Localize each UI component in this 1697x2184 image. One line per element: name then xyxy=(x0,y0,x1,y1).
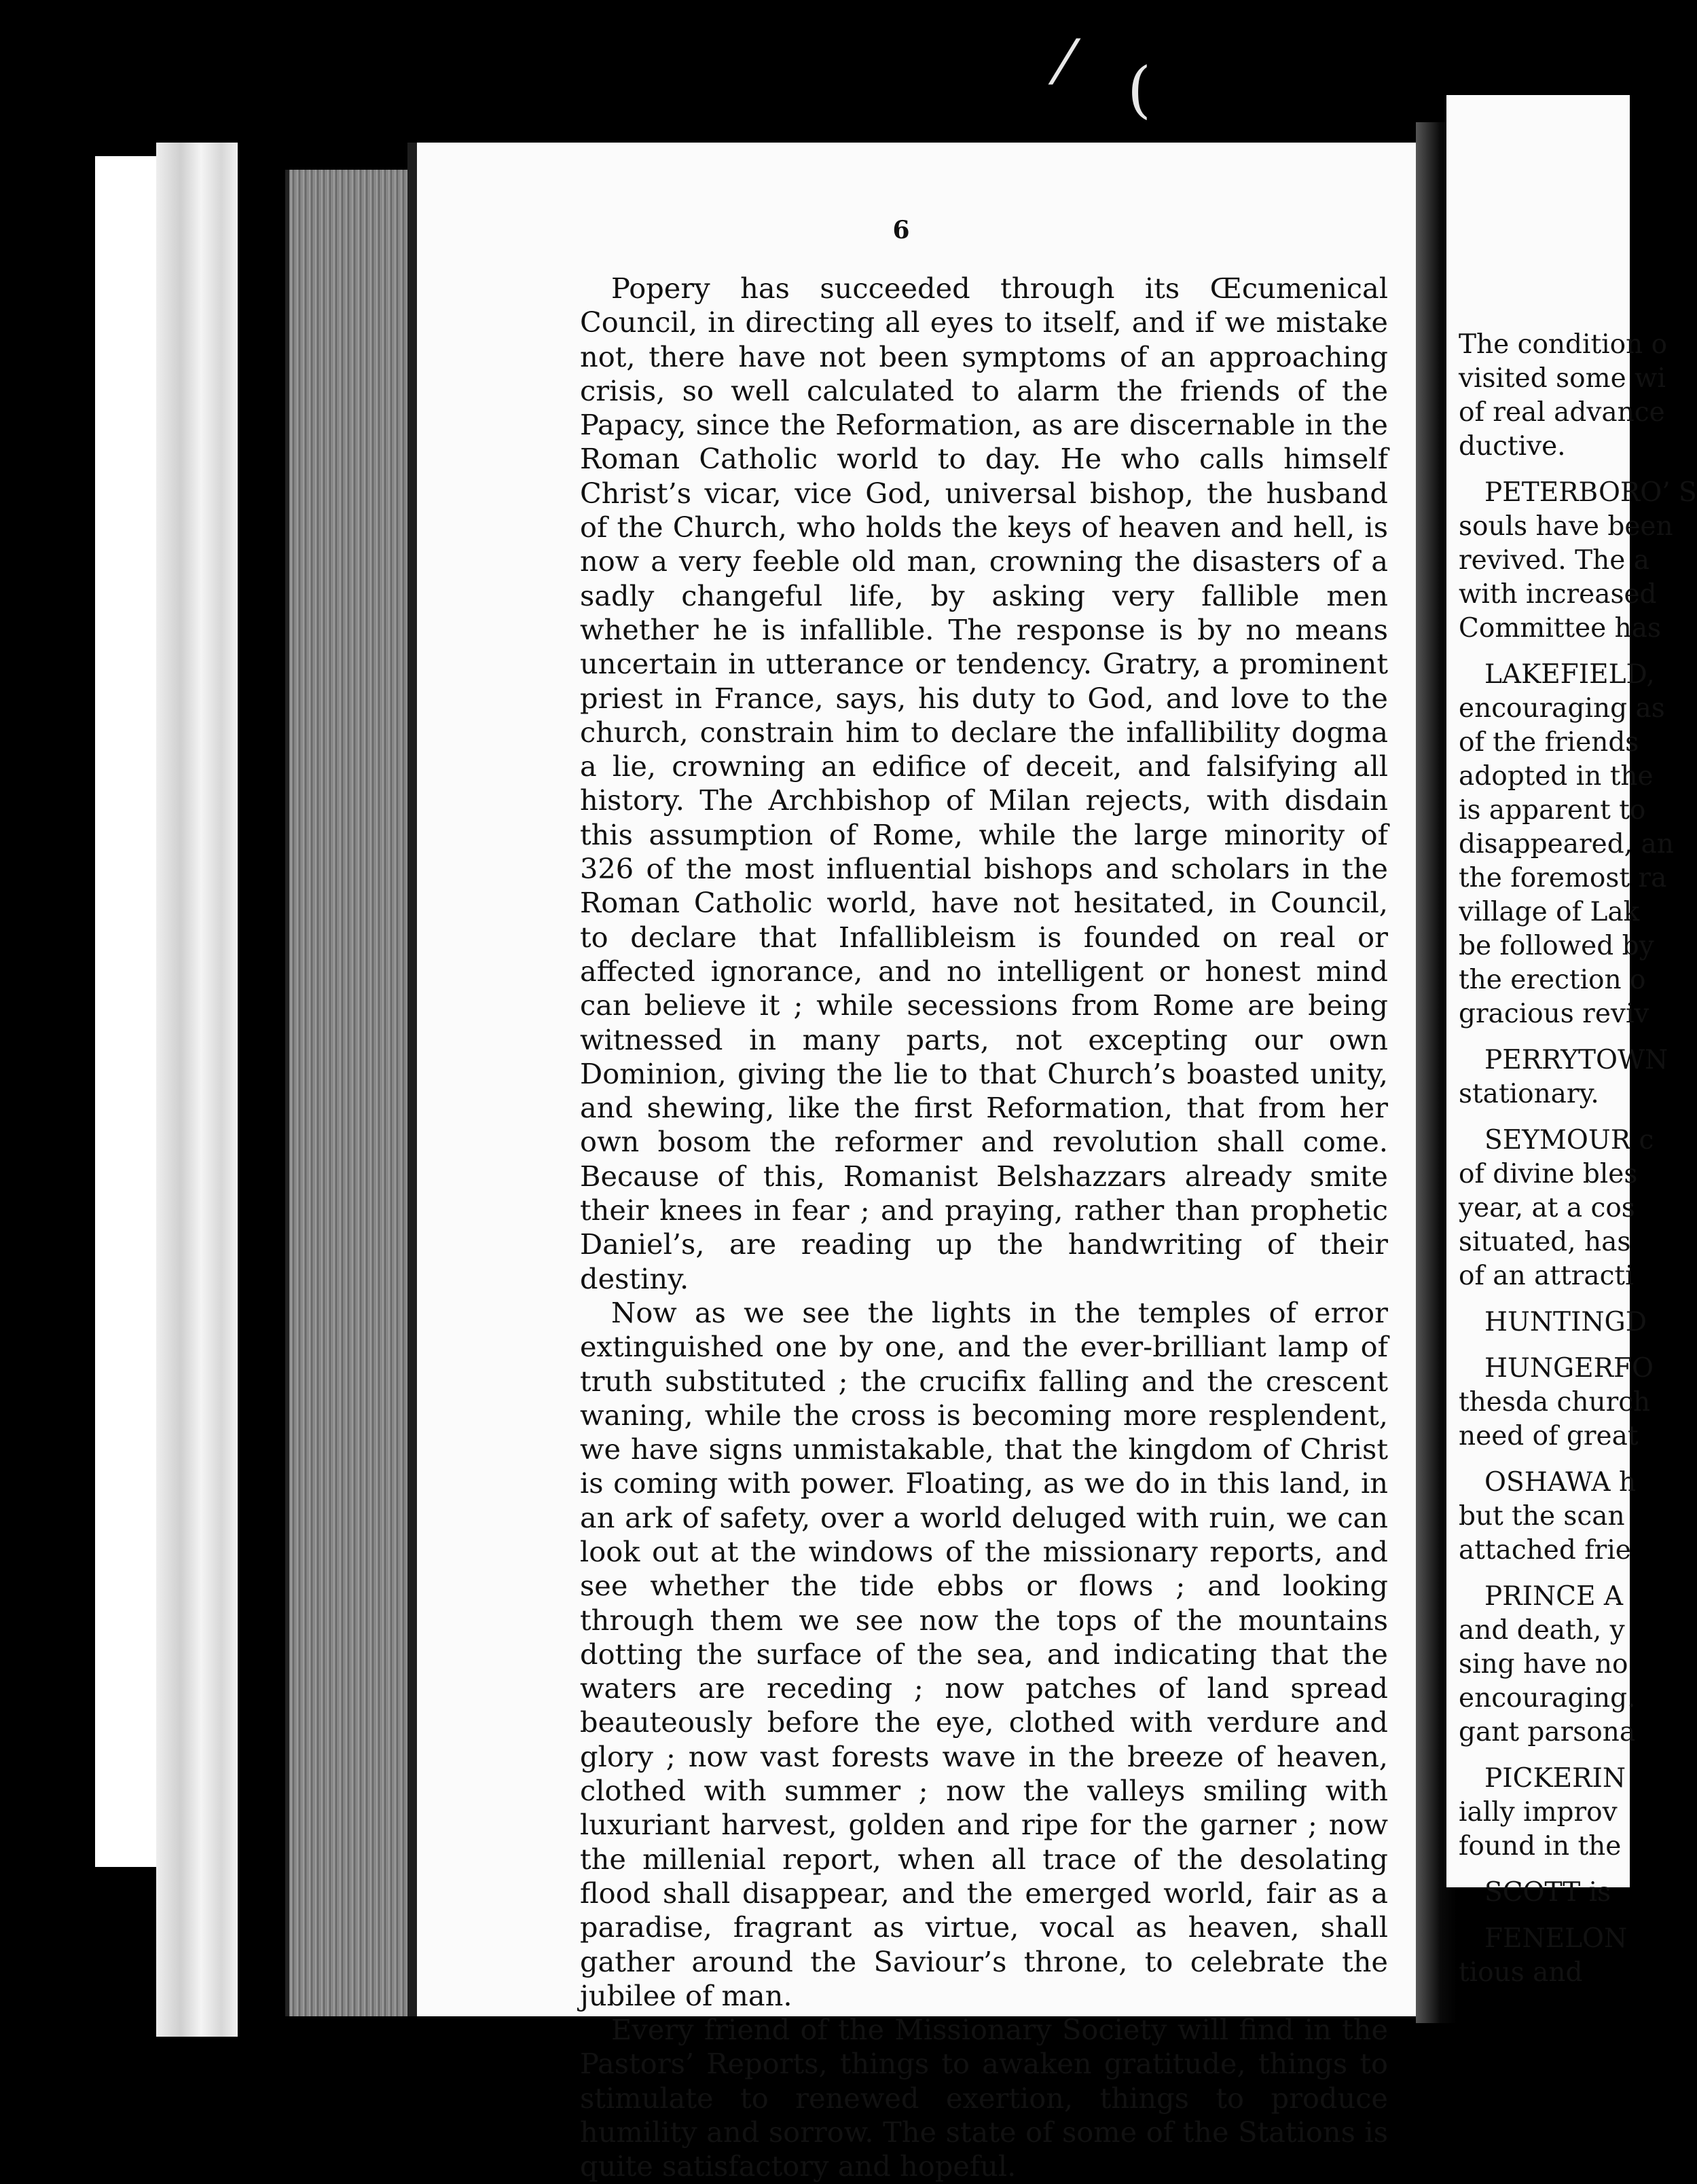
facing-gap xyxy=(1459,1031,1697,1043)
facing-gap xyxy=(1459,1454,1697,1466)
facing-gap xyxy=(1459,464,1697,476)
facing-page-text xyxy=(1459,328,1697,1990)
scan-mark: ( xyxy=(1127,54,1152,126)
facing-gap xyxy=(1459,1910,1697,1922)
facing-line: sing have no xyxy=(1459,1649,1628,1680)
facing-line: encouraging as xyxy=(1459,693,1665,724)
facing-line: gracious reviv xyxy=(1459,999,1649,1029)
paragraph-missionary: Every friend of the Missionary Society will find in the Pastors’ Reports, things to awaken gratitude, things to stimulate to renewed exertion, things to produce humility and sorrow. The state of some of the Stations is quite satisfactory and hopeful. xyxy=(580,2013,1388,2183)
facing-line: encouraging. xyxy=(1459,1683,1636,1714)
facing-line: souls have been xyxy=(1459,511,1673,542)
facing-gap xyxy=(1459,1339,1697,1352)
facing-line: the erection o xyxy=(1459,965,1646,995)
facing-gap xyxy=(1459,1568,1697,1580)
facing-line: is apparent to xyxy=(1459,795,1646,826)
facing-gap xyxy=(1459,1293,1697,1306)
book-cover-edge xyxy=(156,143,238,2037)
page-number: 6 xyxy=(892,216,910,244)
facing-line: PERRYTOWN xyxy=(1484,1045,1668,1075)
facing-line: PETERBORO’ S xyxy=(1484,477,1697,508)
facing-gap xyxy=(1459,1750,1697,1762)
facing-line: SEYMOUR c xyxy=(1484,1125,1654,1155)
facing-line: FENELON xyxy=(1484,1923,1628,1954)
facing-line: LAKEFIELD, xyxy=(1484,659,1655,690)
facing-line: need of great xyxy=(1459,1421,1639,1451)
facing-line: HUNGERFO xyxy=(1484,1353,1654,1384)
facing-line: OSHAWA h xyxy=(1484,1467,1637,1498)
facing-line: tious and xyxy=(1459,1957,1583,1988)
facing-gap xyxy=(1459,646,1697,658)
facing-line: of an attracti xyxy=(1459,1261,1634,1291)
facing-line: village of Lak xyxy=(1459,897,1640,927)
scan-mark: ⁄ xyxy=(1059,27,1070,98)
paragraph-popery: Popery has succeeded through its Œcumenical Council, in directing all eyes to itself, and if we mistake not, there have not been symptoms of an approaching crisis, so well calculated to alarm the friends of the Papacy, since the Reformation, as are discernable in the Roman Catholic world to day. He who calls himself Christ’s vicar, vice God, universal bishop, the husband of the Church, who holds the keys of heaven and hell, is now a very feeble old man, crowning the disasters of a sadly changeful life, by asking very fallible men whether he is infallible. The response is by no means uncertain in utterance or tendency. Gratry, a prominent priest in France, says, his duty to God, and love to the church, constrain him to declare the infallibility dogma a lie, crowning an edifice of deceit, and falsifying all history. The Archbishop of Milan rejects, with disdain this assumption of Rome, while the large minority of 326 of the most influential bishops and scholars in the Roman Catholic world, have not hesitated, in Council, to declare that Infallibleism is founded on real or affected ignorance, and no intelligent or honest mind can believe it ; while secessions from Rome are being witnessed in many parts, not excepting our own Dominion, giving the lie to that Church’s boasted unity, and shewing, like the first Reformation, that from her own bosom the reformer and revolution shall come. Because of this, Romanist Belshazzars already smite their knees in fear ; and praying, rather than prophetic Daniel’s, are reading up the handwriting of their destiny. xyxy=(580,272,1388,1295)
facing-line: The condition o xyxy=(1459,329,1668,360)
facing-page xyxy=(1446,95,1697,1988)
facing-line: the foremost ra xyxy=(1459,863,1667,893)
facing-line: of the friends xyxy=(1459,727,1639,758)
body-text xyxy=(580,272,1388,2184)
facing-line: SCOTT is xyxy=(1484,1877,1611,1908)
facing-line: visited some wi xyxy=(1459,363,1666,394)
facing-line: PICKERIN xyxy=(1484,1763,1626,1794)
facing-line: with increased xyxy=(1459,579,1657,610)
facing-line: ially improv xyxy=(1459,1797,1618,1828)
facing-line: found in the xyxy=(1459,1831,1622,1862)
facing-line: and death, y xyxy=(1459,1615,1625,1646)
facing-line: disappeared, an xyxy=(1459,829,1674,859)
facing-line: but the scan xyxy=(1459,1501,1625,1532)
facing-gap xyxy=(1459,1864,1697,1876)
facing-line: year, at a cos xyxy=(1459,1193,1635,1223)
facing-line: of divine bles xyxy=(1459,1159,1638,1189)
facing-line: stationary. xyxy=(1459,1079,1599,1109)
paragraph-lights: Now as we see the lights in the temples of error extinguished one by one, and the ever-brilliant lamp of truth substituted ; the crucifix falling and the crescent waning, while the cross is becoming more resplendent, we have signs unmistakable, that the kingdom of Christ is coming with power. Floating, as we do in this land, in an ark of safety, over a world deluged with ruin, we can look out at the windows of the missionary reports, and see whether the tide ebbs or flows ; and looking through them we see now the tops of the mountains dotting the surface of the sea, and indicating that the waters are receding ; now patches of land spread beauteously before the eye, clothed with verdure and glory ; now vast forests wave in the breeze of heaven, clothed with summer ; now the valleys smiling with luxuriant harvest, golden and ripe for the garner ; now the millenial report, when all trace of the desolating flood shall disappear, and the emerged world, fair as a paradise, fragrant as virtue, vocal as heaven, shall gather around the Saviour’s throne, to celebrate the jubilee of man. xyxy=(580,1295,1388,2012)
facing-line: of real advance xyxy=(1459,397,1665,428)
facing-line: situated, has xyxy=(1459,1227,1631,1257)
facing-line: ductive. xyxy=(1459,431,1566,462)
facing-line: Committee has xyxy=(1459,613,1662,644)
main-page xyxy=(407,143,1426,2183)
facing-line: HUNTINGD xyxy=(1484,1307,1647,1337)
facing-line: attached frie xyxy=(1459,1535,1631,1566)
facing-line: thesda church xyxy=(1459,1387,1651,1418)
facing-line: be followed by xyxy=(1459,931,1654,961)
facing-line: adopted in the xyxy=(1459,761,1654,792)
facing-line: PRINCE A xyxy=(1484,1581,1624,1612)
facing-line: revived. The a xyxy=(1459,545,1649,576)
facing-gap xyxy=(1459,1111,1697,1124)
facing-line: gant parsona xyxy=(1459,1717,1636,1747)
